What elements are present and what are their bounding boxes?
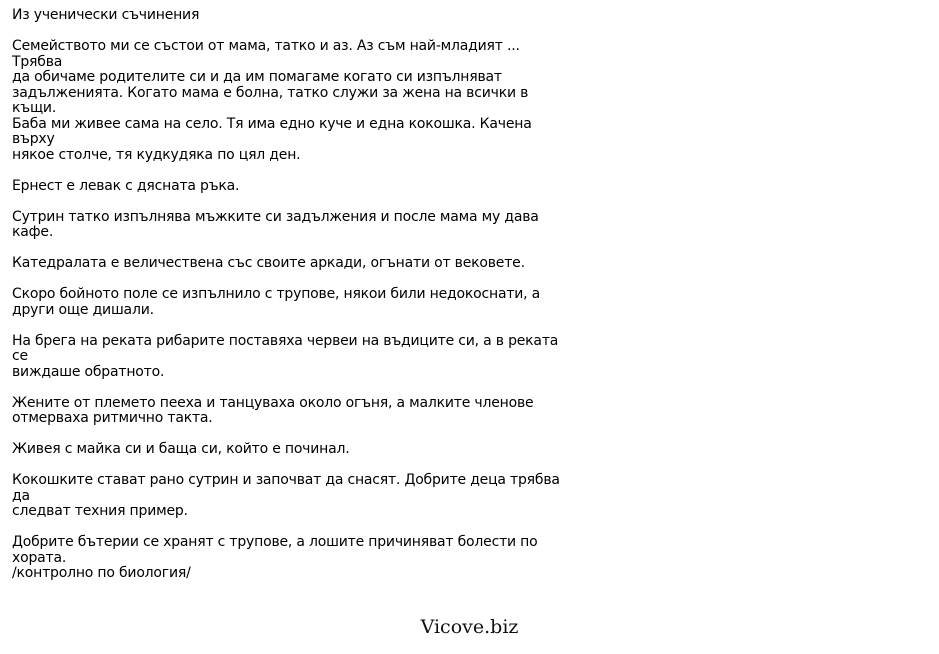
paragraph-hens: Кокошките стават рано сутрин и започват да снасят. Добрите деца трябва да следват техния пример. <box>12 472 560 519</box>
document-title: Из ученически съчинения <box>12 7 200 23</box>
paragraph-cathedral: Катедралата е величествена със своите аркади, огънати от вековете. <box>12 255 525 271</box>
document-body <box>12 8 572 582</box>
paragraph-family: Семейството ми се състои от мама, татко и аз. Аз съм най-младият ... Трябва да обичаме родителите си и да им помагаме когато си изпълняват задълженията. Когато мама е болна, татко служи за жена на всички в къщи. Баба ми живее сама на село. Тя има едно куче и една кокошка. Качена върху някое столче, тя кудкудяка по цял ден. <box>12 38 532 163</box>
paragraph-battlefield: Скоро бойното поле се изпълнило с трупове, някои били недокоснати, а други още дишали. <box>12 286 541 318</box>
paragraph-tribe: Жените от племето пееха и танцуваха около огъня, а малките членове отмерваха ритмично такта. <box>12 394 534 426</box>
site-watermark: Vicove.biz <box>420 616 519 638</box>
paragraph-parents: Живея с майка си и баща си, който е починал. <box>12 441 350 457</box>
paragraph-bacteria: Добрите бътерии се хранят с трупове, а лошите причиняват болести по хората. <box>12 534 538 566</box>
paragraph-river: На брега на реката рибарите поставяха червеи на въдиците си, а в реката се виждаше обратното. <box>12 332 559 380</box>
paragraph-morning: Сутрин татко изпълнява мъжките си задължения и после мама му дава кафе. <box>12 208 539 240</box>
paragraph-ernest: Ернест е левак с дясната ръка. <box>12 177 240 194</box>
document-footnote: /контролно по биология/ <box>12 565 191 581</box>
